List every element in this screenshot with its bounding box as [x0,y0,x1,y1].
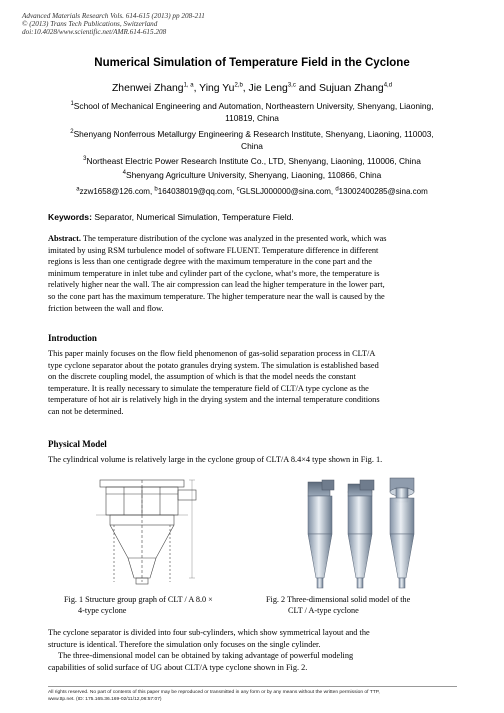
email-d[interactable]: 13002400285@sina.com [338,187,428,196]
abstract [48,233,457,314]
abstract-line-1: The temperature distribution of the cyclone was analyzed in the presented work, which was [80,234,387,243]
abstract-line [48,233,457,245]
physical-model-heading: Physical Model [48,439,107,449]
doi-line: doi:10.4028/www.scientific.net/AMR.614-615.208 [22,28,167,36]
figure-1-caption-line-1: Fig. 1 Structure group graph of CLT / A 8.0 × [64,595,213,604]
figure-1-caption-line-2: 4-type cyclone [78,606,127,615]
copyright-line: © (2013) Trans Tech Publications, Switzerland [22,20,158,28]
email-list [30,186,474,198]
abstract-line-2: imitated by using RSM turbulence model of software FLUENT. Temperature difference in different [48,245,379,255]
author-1-marker: 1, a [183,82,194,89]
body-line-4: capabilities of solid surface of UG about CLT/A type cyclone shown in Fig. 2. [48,662,308,672]
introduction-body [48,348,457,418]
intro-line-6: can not be determined. [48,406,124,416]
figure-2-caption-line-1: Fig. 2 Three-dimensional solid model of the [266,595,411,604]
footer-line-2: www.ttp.net. (ID: 175.165.36.169-02/11/12,06:57:07) [48,697,162,702]
figure-1-caption [64,594,254,616]
affiliation-3 [30,155,474,167]
author-1: Zhenwei Zhang [111,83,184,94]
affiliation-3-marker: 3 [83,156,87,163]
affiliation-4-marker: 4 [122,170,127,177]
affiliation-3-text: Northeast Electric Power Research Institute Co., LTD, Shenyang, Liaoning, 110006, China [86,156,421,166]
figure-2-caption [266,594,466,616]
author-2-marker: 2,b [234,82,243,89]
abstract-line-6: so the cone part has the maximum temperature. The higher temperature near the wall is caused by the [48,291,385,301]
figure-2-caption-line-2: CLT / A-type cyclone [288,606,359,615]
intro-line-5: temperature of hot air is relatively high in the drying system and the internal temperature conditions [48,395,380,405]
author-list [0,83,504,94]
model-2 [348,480,374,588]
figure-2-3d-models [302,474,440,594]
body-text [48,627,457,673]
keywords-label: Keywords: [48,212,92,222]
body-line-3: The three-dimensional model can be obtained by taking advantage of powerful modeling [58,651,354,661]
affiliation-2-line-1: Shenyang Nonferrous Metallurgy Engineering & Research Institute, Shenyang, Liaoning, 110003, [73,129,434,139]
author-3: , Jie Leng [242,83,288,94]
intro-line-2: type cyclone separator about the potato granules drying system. The simulation is established based [48,360,379,370]
intro-line-1: This paper mainly focuses on the flow field phenomenon of gas-solid separation process in CLT/A [48,349,376,358]
affiliation-1-marker: 1 [70,101,74,108]
journal-citation: Advanced Materials Research Vols. 614-615 (2013) pp 208-211 [22,12,205,20]
physical-model-text: The cylindrical volume is relatively large in the cyclone group of CLT/A 8.4×4 type shown in Fig. 1. [48,455,383,464]
footer-line-1: All rights reserved. No part of contents of this paper may be reproduced or transmitted in any form or by any means without the written permission of TTP, [48,690,380,695]
paper-title: Numerical Simulation of Temperature Field in the Cyclone [94,57,410,69]
abstract-line-4: minimum temperature in inlet tube and cylinder part of the cyclone, what’s more, the temperature is [48,268,380,278]
affiliation-2-line-2: China [241,141,263,151]
intro-line-3: on the discrete coupling model, the assumption of which is that the model needs the constant [48,372,356,382]
body-line-1: The cyclone separator is divided into four sub-cylinders, which show symmetrical layout and the [48,628,370,637]
author-3-marker: 3,c [287,82,296,89]
email-a[interactable]: zzw1658@126.com, [79,187,155,196]
email-a-marker: a [76,186,80,193]
model-1 [308,480,334,588]
email-c[interactable]: GLSLJ000000@sina.com, [239,187,336,196]
body-line-2: structure is identical. Therefore the simulation only focuses on the single cylinder. [48,639,321,649]
abstract-line-3: regions is less than one centigrade degree with the maximum temperature in the cone part and the [48,257,372,267]
affiliation-1-line-2: 110819, China [225,113,279,123]
keywords [48,212,294,222]
footer-notice [48,689,468,703]
intro-line-4: temperature. It is really necessary to simulate the temperature field of CLT/A type cyclone as the [48,383,369,393]
model-3 [390,478,414,588]
figure-1-structure-drawing [92,478,204,588]
affiliation-2 [30,128,474,152]
affiliation-4-text: Shenyang Agriculture University, Shenyang, Liaoning, 110866, China [126,170,382,180]
author-4: and Sujuan Zhang [295,83,384,94]
affiliation-4 [30,169,474,181]
keywords-text: Separator, Numerical Simulation, Temperature Field. [91,212,294,222]
affiliation-2-marker: 2 [70,129,74,136]
author-4-marker: 4,d [383,82,393,89]
introduction-heading: Introduction [48,333,97,343]
affiliation-1 [30,100,474,124]
author-2: , Ying Yu [193,83,235,94]
footer-divider [48,686,457,687]
email-c-marker: c [236,186,240,193]
email-b-marker: b [154,186,158,193]
abstract-label: Abstract. [48,234,81,243]
abstract-line-5: relatively higher near the wall. The air compression can lead the higher temperature in the lower part, [48,280,385,290]
abstract-line-7: friction between the wall and flow. [48,303,164,313]
email-b[interactable]: 164038019@qq.com, [157,187,237,196]
affiliation-1-line-1: School of Mechanical Engineering and Automation, Northeastern University, Shenyang, Liaoning, [73,101,434,111]
email-d-marker: d [335,186,339,193]
